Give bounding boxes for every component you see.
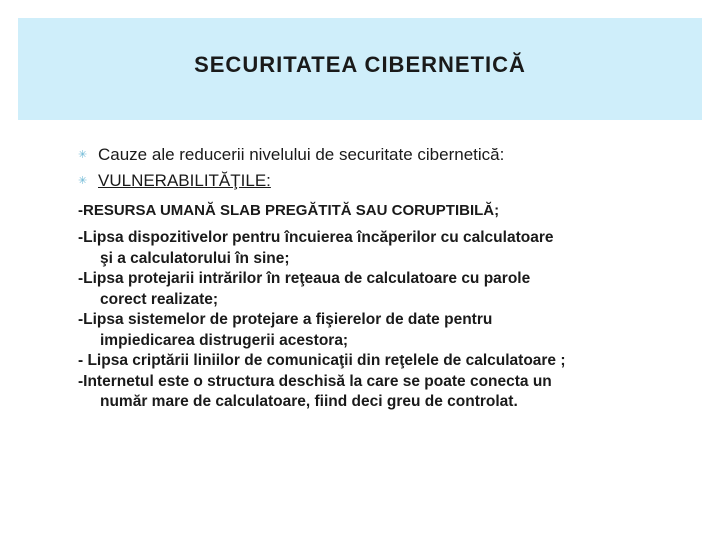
list-item-continuation: şi a calculatorului în sine;	[100, 249, 290, 267]
list-item-line: - Lipsa criptării liniilor de comunicaţii din reţelele de calculatoare ;	[78, 352, 566, 369]
list-item-line: -Lipsa sistemelor de protejare a fişierelor de date pentru	[78, 311, 493, 328]
bullet-item-causes	[78, 142, 504, 168]
list-item	[78, 310, 678, 351]
slide-title: SECURITATEA CIBERNETICĂ	[194, 52, 526, 77]
bullet-list	[78, 142, 504, 194]
bullet-text: VULNERABILITĂŢILE:	[98, 171, 271, 190]
list-item	[78, 269, 678, 310]
list-item-continuation: număr mare de calculatoare, fiind deci greu de controlat.	[100, 393, 518, 410]
lead-line: -RESURSA UMANĂ SLAB PREGĂTITĂ SAU CORUPTIBILĂ;	[78, 202, 500, 219]
list-item	[78, 228, 678, 269]
bullet-text: Cauze ale reducerii nivelului de securitate cibernetică:	[98, 145, 505, 164]
list-item-line: -Lipsa dispozitivelor pentru încuierea încăperilor cu calculatoare	[78, 229, 554, 246]
list-item-continuation: corect realizate;	[100, 290, 219, 308]
star-bullet-icon: ✳	[78, 149, 88, 161]
star-bullet-icon: ✳	[78, 175, 88, 187]
list-item-line: -Internetul este o structura deschisă la care se poate conecta un	[78, 372, 552, 390]
list-item	[78, 351, 678, 372]
bullet-item-vulnerabilities	[78, 168, 504, 194]
vulnerability-list	[78, 228, 678, 413]
list-item	[78, 372, 678, 413]
list-item-continuation: impiedicarea distrugerii acestora;	[100, 331, 349, 349]
list-item-line: -Lipsa protejarii intrărilor în reţeaua de calculatoare cu parole	[78, 270, 531, 287]
